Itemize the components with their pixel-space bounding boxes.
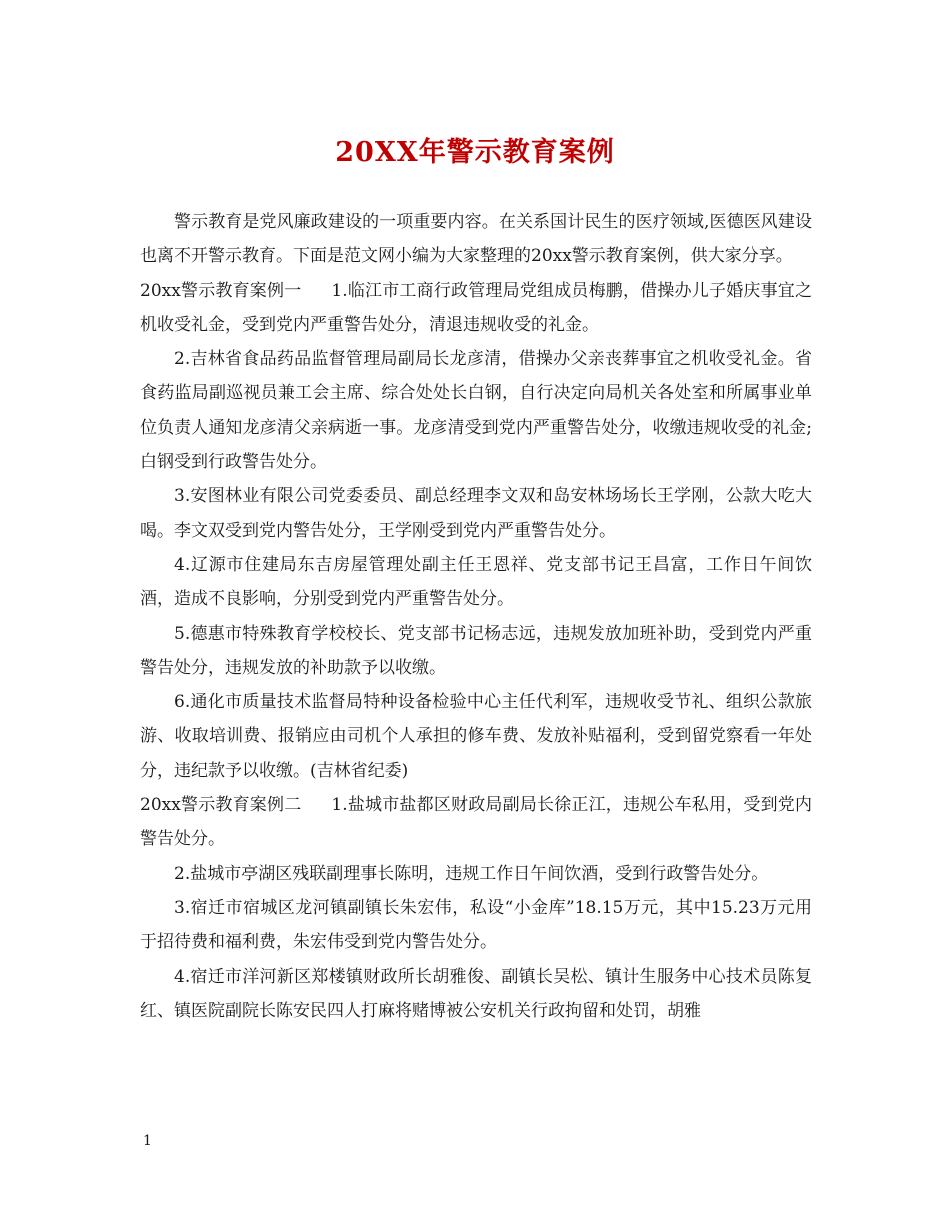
paragraph xyxy=(140,342,812,479)
paragraph xyxy=(140,479,812,548)
page-title: 20XX年警示教育案例 xyxy=(335,137,615,168)
paragraph xyxy=(140,788,812,857)
paragraph-text: 4.宿迁市洋河新区郑楼镇财政所长胡雅俊、副镇长吴松、镇计生服务中心技术员陈复红、镇医院副院长陈安民四人打麻将赌博被公安机关行政拘留和处罚，胡雅 xyxy=(140,966,812,1021)
paragraph-text: 3.安图林业有限公司党委委员、副总经理李文双和岛安林场场长王学刚，公款大吃大喝。李文双受到党内警告处分，王学刚受到党内严重警告处分。 xyxy=(140,486,812,541)
paragraph xyxy=(140,617,812,686)
paragraph-text: 警示教育是党风廉政建设的一项重要内容。在关系国计民生的医疗领域,医德医风建设也离不开警示教育。下面是范文网小编为大家整理的20xx警示教育案例，供大家分享。 xyxy=(140,212,812,267)
paragraph xyxy=(140,891,812,960)
paragraph-text: 4.辽源市住建局东吉房屋管理处副主任王恩祥、党支部书记王昌富，工作日午间饮酒，造成不良影响，分别受到党内严重警告处分。 xyxy=(140,554,812,610)
paragraph-text: 6.通化市质量技术监督局特种设备检验中心主任代利军，违规收受节礼、组织公款旅游、收取培训费、报销应由司机个人承担的修车费、发放补贴福利，受到留党察看一年处分，违纪款予以收缴。(吉林省纪委) xyxy=(140,692,812,781)
paragraph xyxy=(140,205,812,274)
page-number: 1 xyxy=(143,1133,152,1149)
paragraph xyxy=(140,548,812,617)
paragraph-text: 3.宿迁市宿城区龙河镇副镇长朱宏伟，私设“小金库”18.15万元，其中15.23万元用于招待费和福利费，朱宏伟受到党内警告处分。 xyxy=(140,897,812,953)
paragraph xyxy=(140,857,812,891)
paragraph-text: 2.吉林省食品药品监督管理局副局长龙彦清，借操办父亲丧葬事宜之机收受礼金。省食药监局副巡视员兼工会主席、综合处处长白钢，自行决定向局机关各处室和所属事业单位负责人通知龙彦清父亲病逝一事。龙彦清受到党内严重警告处分，收缴违规收受的礼金;白钢受到行政警告处分。 xyxy=(140,349,812,473)
paragraph-text: 5.德惠市特殊教育学校校长、党支部书记杨志远，违规发放加班补助，受到党内严重警告处分，违规发放的补助款予以收缴。 xyxy=(140,623,812,678)
paragraph xyxy=(140,274,812,343)
paragraph-text: 1.盐城市盐都区财政局副局长徐正江，违规公车私用，受到党内警告处分。 xyxy=(140,795,813,850)
paragraph-text: 1.临江市工商行政管理局党组成员梅鹏，借操办儿子婚庆事宜之机收受礼金，受到党内严重警告处分，清退违规收受的礼金。 xyxy=(140,280,813,335)
paragraph-text: 2.盐城市亭湖区残联副理事长陈明，违规工作日午间饮酒，受到行政警告处分。 xyxy=(174,863,769,884)
document-body xyxy=(140,205,812,1028)
paragraph xyxy=(140,960,812,1029)
case-heading: 20xx警示教育案例一 xyxy=(140,280,302,301)
case-heading: 20xx警示教育案例二 xyxy=(140,795,302,816)
paragraph xyxy=(140,685,812,788)
